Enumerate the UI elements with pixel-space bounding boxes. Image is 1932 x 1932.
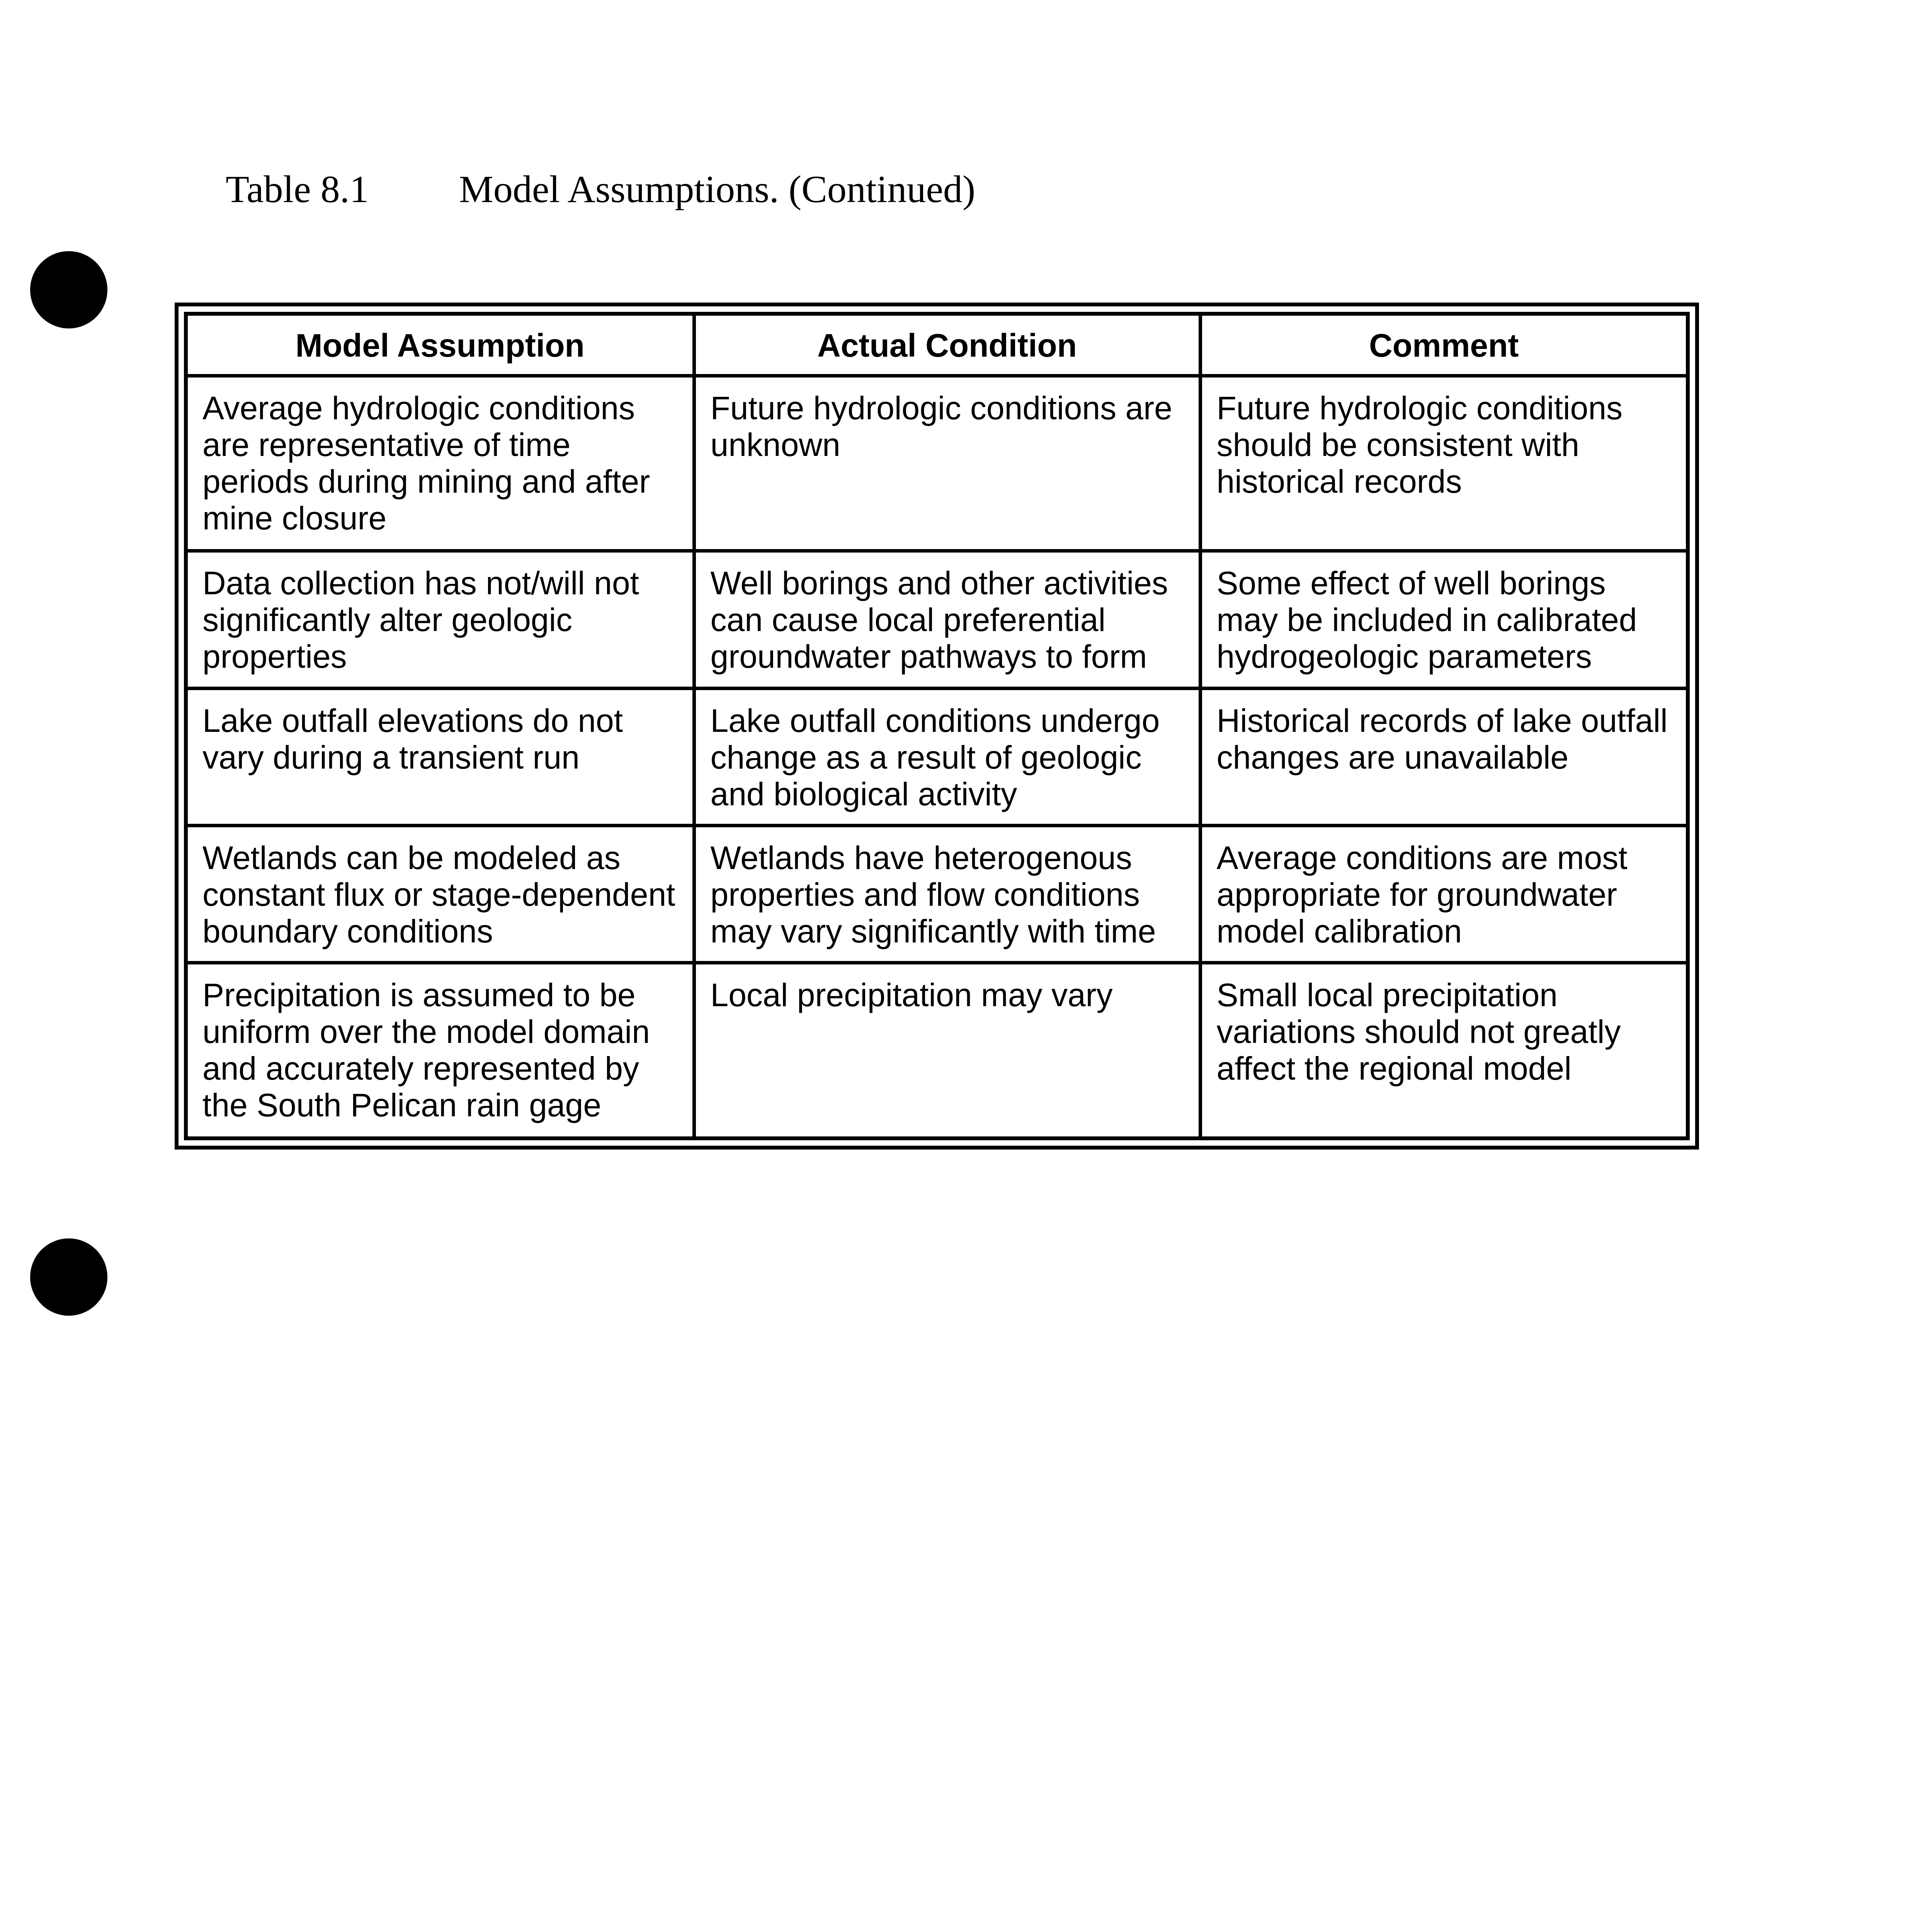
- table-cell: Local precipitation may vary: [694, 963, 1200, 1138]
- table-frame: [175, 303, 1699, 1150]
- punch-hole: [30, 1238, 107, 1316]
- punch-hole: [30, 251, 107, 328]
- table-row: [186, 551, 1688, 688]
- table-cell: Small local precipitation variations should not greatly affect the regional model: [1200, 963, 1688, 1138]
- table-cell: Lake outfall conditions undergo change as a result of geologic and biological activity: [694, 688, 1200, 825]
- assumptions-table: [184, 312, 1690, 1140]
- table-row: [186, 825, 1688, 963]
- table-row: [186, 688, 1688, 825]
- column-header-comment: Comment: [1200, 314, 1688, 376]
- table-row: [186, 963, 1688, 1138]
- table-cell: Wetlands can be modeled as constant flux or stage-dependent boundary conditions: [186, 825, 694, 963]
- table-title: Model Assumptions. (Continued): [459, 168, 976, 211]
- table-caption: [226, 166, 975, 213]
- table-cell: Wetlands have heterogenous properties and flow conditions may vary significantly with time: [694, 825, 1200, 963]
- table-cell: Future hydrologic conditions should be consistent with historical records: [1200, 376, 1688, 551]
- table-row: [186, 376, 1688, 551]
- table-cell: Historical records of lake outfall changes are unavailable: [1200, 688, 1688, 825]
- table-cell: Average conditions are most appropriate for groundwater model calibration: [1200, 825, 1688, 963]
- table-header-row: [186, 314, 1688, 376]
- table-cell: Average hydrologic conditions are representative of time periods during mining and after mine closure: [186, 376, 694, 551]
- column-header-actual-condition: Actual Condition: [694, 314, 1200, 376]
- table-cell: Future hydrologic conditions are unknown: [694, 376, 1200, 551]
- table-number: Table 8.1: [226, 168, 369, 211]
- table-cell: Precipitation is assumed to be uniform over the model domain and accurately represented by the South Pelican rain gage: [186, 963, 694, 1138]
- table-cell: Data collection has not/will not significantly alter geologic properties: [186, 551, 694, 688]
- table-cell: Some effect of well borings may be included in calibrated hydrogeologic parameters: [1200, 551, 1688, 688]
- table-cell: Lake outfall elevations do not vary during a transient run: [186, 688, 694, 825]
- table-cell: Well borings and other activities can cause local preferential groundwater pathways to form: [694, 551, 1200, 688]
- column-header-model-assumption: Model Assumption: [186, 314, 694, 376]
